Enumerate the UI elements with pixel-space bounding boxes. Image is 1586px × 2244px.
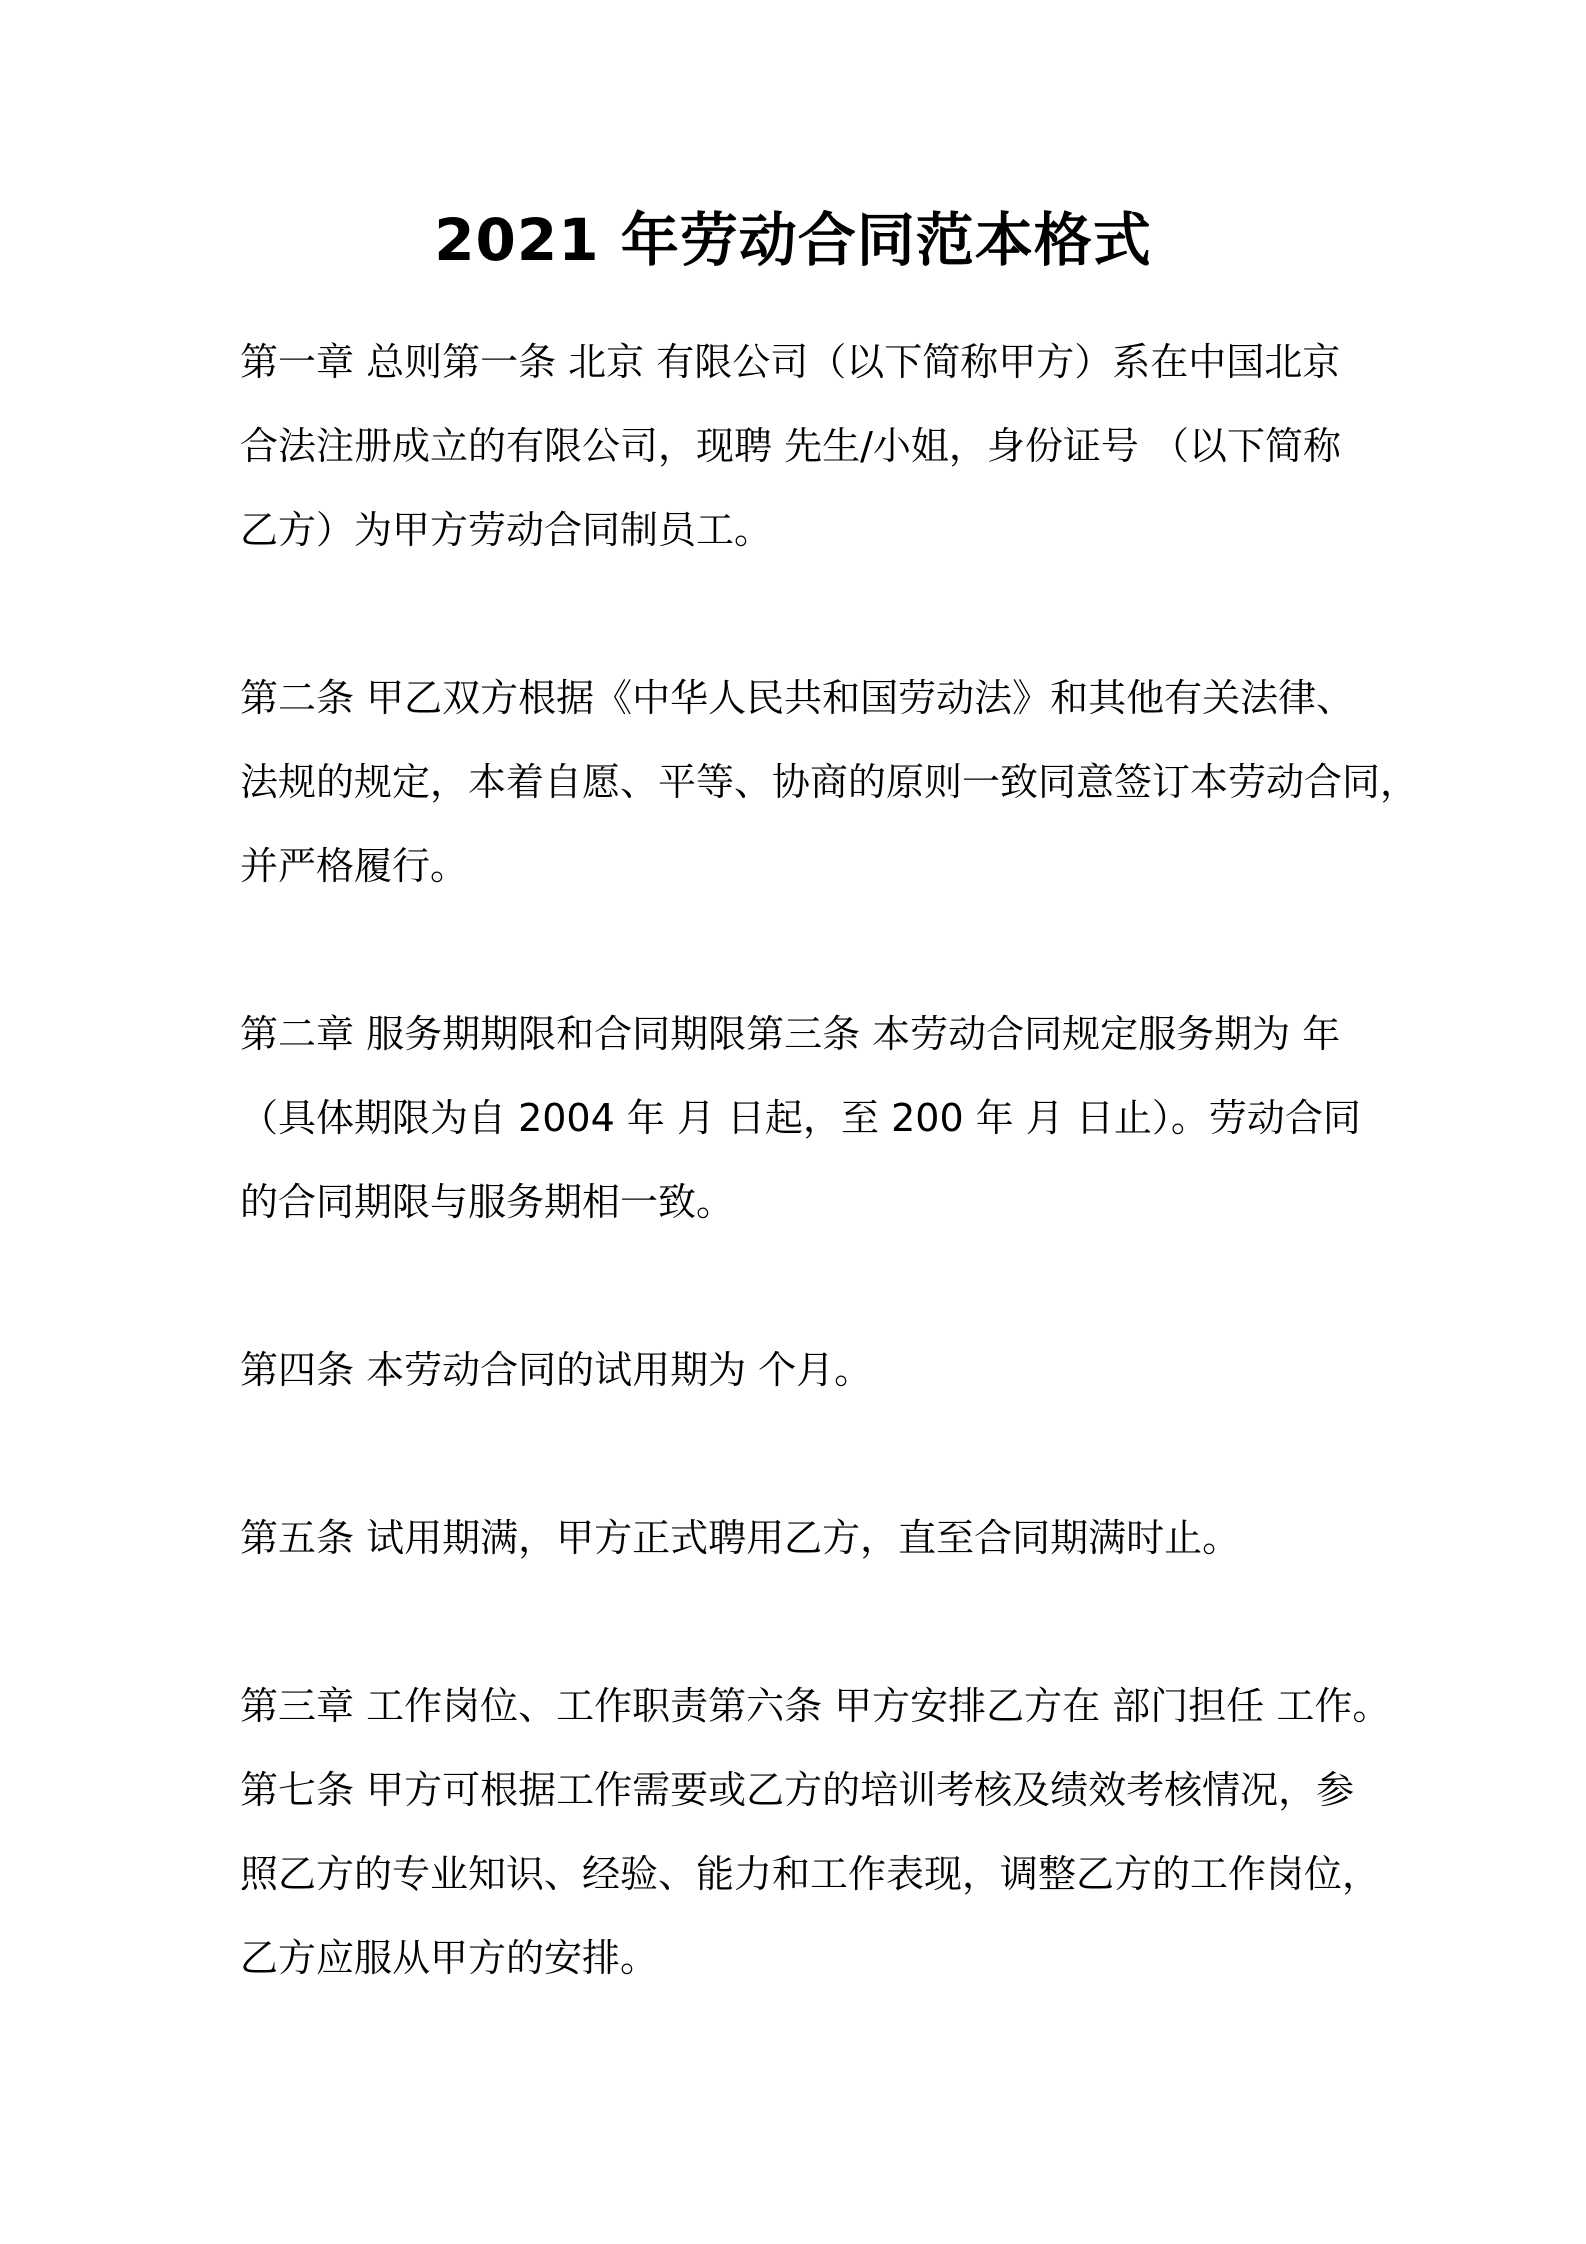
paragraph-article-2 <box>240 656 1419 908</box>
paragraph-article-4 <box>240 1328 1400 1412</box>
paragraph-spacer <box>240 1580 1400 1664</box>
document-title: 2021 年劳动合同范本格式 <box>434 206 1152 274</box>
document-body <box>240 320 1419 2000</box>
text-line: 第三章 工作岗位、工作职责第六条 甲方安排乙方在 部门担任 工作。 <box>240 1684 1391 1728</box>
paragraph-article-5 <box>240 1496 1400 1580</box>
text-line: 并严格履行。 <box>240 844 469 888</box>
text-line: 第四条 本劳动合同的试用期为 个月。 <box>240 1348 873 1392</box>
paragraph-chapter-1-article-1 <box>240 320 1400 572</box>
text-line: 第七条 甲方可根据工作需要或乙方的培训考核及绩效考核情况，参 <box>240 1768 1355 1812</box>
text-line: 的合同期限与服务期相一致。 <box>240 1180 735 1224</box>
paragraph-spacer <box>240 1412 1400 1496</box>
text-line: 乙方应服从甲方的安排。 <box>240 1936 659 1980</box>
text-line: 照乙方的专业知识、经验、能力和工作表现，调整乙方的工作岗位， <box>240 1852 1381 1896</box>
paragraph-spacer <box>240 572 1400 656</box>
text-line: 合法注册成立的有限公司，现聘 先生/小姐，身份证号 （以下简称 <box>240 424 1341 468</box>
paragraph-chapter-3-articles-6-7 <box>240 1664 1400 2000</box>
text-line: 第二章 服务期期限和合同期限第三条 本劳动合同规定服务期为 年 <box>240 1012 1341 1056</box>
text-line: 乙方）为甲方劳动合同制员工。 <box>240 508 773 552</box>
paragraph-spacer <box>240 1244 1400 1328</box>
text-line: 第二条 甲乙双方根据《中华人民共和国劳动法》和其他有关法律、 <box>240 676 1355 720</box>
paragraph-spacer <box>240 908 1400 992</box>
text-line: 法规的规定，本着自愿、平等、协商的原则一致同意签订本劳动合同， <box>240 760 1419 804</box>
text-line: （具体期限为自 2004 年 月 日起，至 200 年 月 日止）。劳动合同 <box>240 1096 1361 1140</box>
paragraph-chapter-2-article-3 <box>240 992 1400 1244</box>
text-line: 第五条 试用期满，甲方正式聘用乙方，直至合同期满时止。 <box>240 1516 1241 1560</box>
text-line: 第一章 总则第一条 北京 有限公司（以下简称甲方）系在中国北京 <box>240 340 1341 384</box>
